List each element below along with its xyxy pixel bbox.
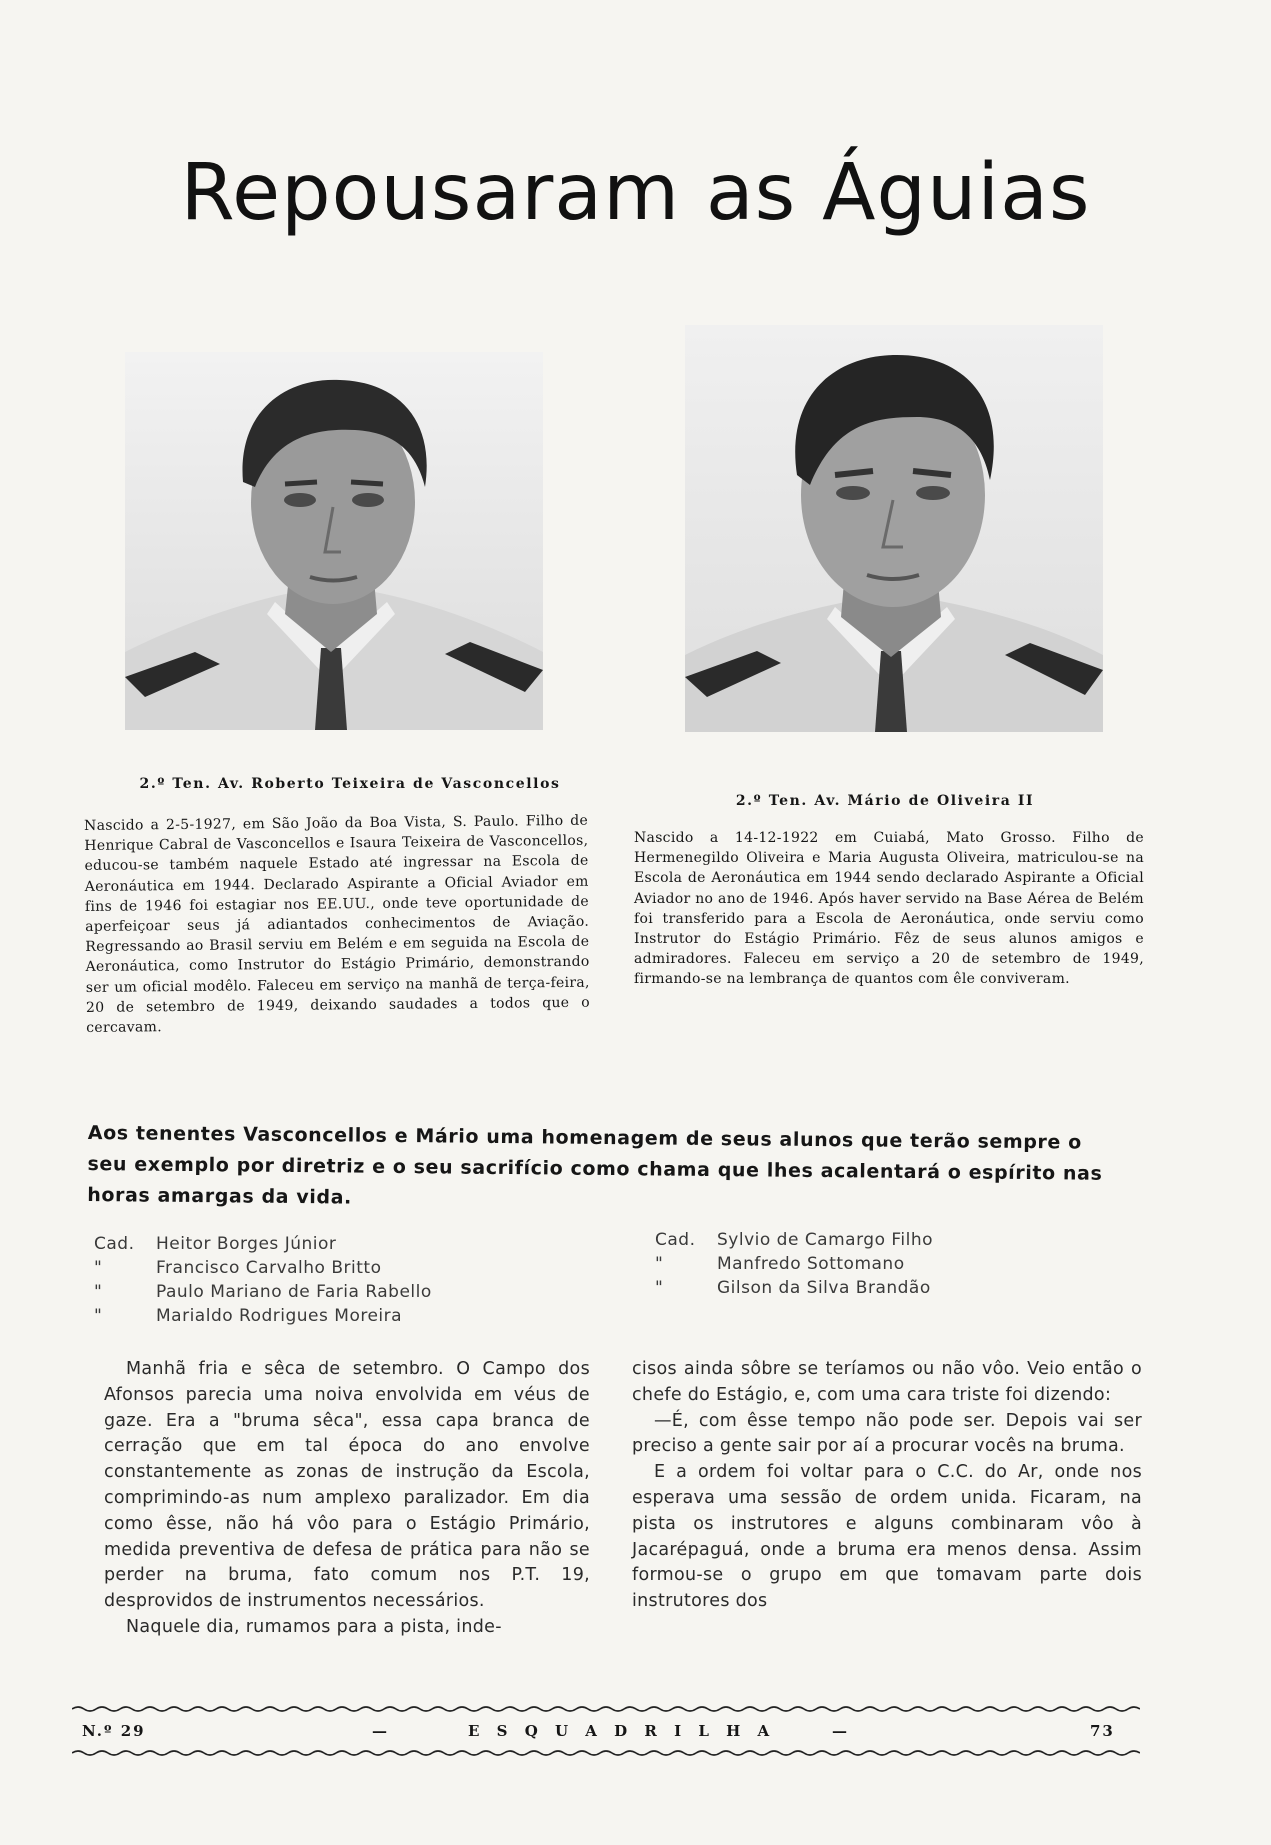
article-paragraph: Naquele dia, rumamos para a pista, inde- (126, 1616, 502, 1637)
portrait-photo-vasconcellos (125, 352, 543, 730)
cadet-row (94, 1256, 594, 1280)
page-title: Repousaram as Águias (180, 148, 1091, 238)
footer-dash-right: — (832, 1722, 849, 1740)
cadet-name: Paulo Mariano de Faria Rabello (156, 1282, 432, 1302)
cadet-prefix: " (94, 1306, 103, 1326)
cadet-row (94, 1304, 594, 1328)
cadet-row (655, 1252, 1135, 1276)
cadet-name: Gilson da Silva Brandão (717, 1278, 931, 1298)
cadet-prefix: " (94, 1282, 103, 1302)
cadet-name: Sylvio de Camargo Filho (717, 1230, 934, 1250)
cadet-prefix: " (655, 1278, 664, 1298)
footer-dash-left: — (372, 1722, 389, 1740)
article-paragraph: E a ordem foi voltar para o C.C. do Ar, onde nos esperava uma sessão de ordem unida. Ficaram, na pista os instrutores e alguns combinaram vôo à Jacarépaguá, onde a bruma era menos densa. Assim formou-se o grupo em que tomavam parte dois instrutores dos (632, 1462, 1142, 1612)
cadet-name: Heitor Borges Júnior (156, 1234, 337, 1254)
caption-vasconcellos: 2.º Ten. Av. Roberto Teixeira de Vasconcellos (139, 776, 561, 792)
article-paragraph: Manhã fria e sêca de setembro. O Campo dos Afonsos parecia uma noiva envolvida em véus de gaze. Era a "bruma sêca", essa capa branca de cerração que em tal época do ano envolve constantemente as zonas de instrução da Escola, comprimindo-as num amplexo paralizador. Em dia como êsse, não há vôo para o Estágio Primário, medida preventiva de defesa de prática para não se perder na bruma, fato comum nos P.T. 19, desprovidos de instrumentos necessários. (104, 1359, 590, 1612)
footer-wave-bottom (72, 1748, 1140, 1758)
cadet-name: Manfredo Sottomano (717, 1254, 905, 1274)
page-footer (72, 1704, 1140, 1764)
cadet-row (94, 1232, 594, 1256)
tribute-dedication: Aos tenentes Vasconcellos e Mário uma homenagem de seus alunos que terão sempre o seu exemplo por diretriz e o seu sacrifício como chama que lhes acalentará o espírito nas horas amargas da vida. (87, 1121, 1103, 1209)
cadet-signatures-left (94, 1232, 594, 1328)
bio-mario-oliveira: Nascido a 14-12-1922 em Cuiabá, Mato Grosso. Filho de Hermenegildo Oliveira e Maria Augusta Oliveira, matriculou-se na Escola de Aeronáutica em 1944 sendo declarado Aspirante a Oficial Aviador no ano de 1946. Após haver servido na Base Aérea de Belém foi transferido para a Escola de Aeronáutica, onde serviu como Instrutor do Estágio Primário. Fêz de seus alunos amigos e admiradores. Faleceu em serviço a 20 de setembro de 1949, firmando-se na lembrança de quantos com êle conviveram. (634, 830, 1144, 988)
cadet-signatures-right (655, 1228, 1135, 1300)
caption-mario-oliveira: 2.º Ten. Av. Mário de Oliveira II (735, 793, 1035, 809)
footer-wave-top (72, 1704, 1140, 1714)
magazine-name: E S Q U A D R I L H A (468, 1722, 776, 1740)
cadet-row (94, 1280, 594, 1304)
article-column-right (632, 1357, 1142, 1615)
page-number: 73 (1090, 1722, 1115, 1740)
bio-vasconcellos: Nascido a 2-5-1927, em São João da Boa Vista, S. Paulo. Filho de Henrique Cabral de Vasconcellos e Isaura Teixeira de Vasconcellos, educou-se também naquele Estado até ingressar na Escola de Aeronáutica em 1944. Declarado Aspirante a Oficial Aviador em fins de 1946 foi estagiar nos EE.UU., onde teve oportunidade de aperfeiçoar seus já adiantados conhecimentos de Aviação. Regressando ao Brasil serviu em Belém e em seguida na Escola de Aeronáutica, como Instrutor do Estágio Primário, demonstrando ser um oficial modêlo. Faleceu em serviço na manhã de terça-feira, 20 de setembro de 1949, deixando saudades a todos que o cercavam. (84, 812, 591, 1037)
cadet-row (655, 1276, 1135, 1300)
cadet-prefix: Cad. (655, 1230, 696, 1250)
issue-number: N.º 29 (82, 1722, 146, 1740)
cadet-prefix: " (94, 1258, 103, 1278)
portrait-photo-mario-oliveira (685, 325, 1103, 732)
article-paragraph: cisos ainda sôbre se teríamos ou não vôo. Veio então o chefe do Estágio, e, com uma cara triste foi dizendo: (632, 1359, 1142, 1405)
cadet-prefix: Cad. (94, 1234, 135, 1254)
article-column-left (104, 1357, 590, 1641)
cadet-prefix: " (655, 1254, 664, 1274)
cadet-name: Marialdo Rodrigues Moreira (156, 1306, 403, 1326)
cadet-row (655, 1228, 1135, 1252)
article-paragraph: —É, com êsse tempo não pode ser. Depois vai ser preciso a gente sair por aí a procurar vocês na bruma. (632, 1410, 1142, 1457)
cadet-name: Francisco Carvalho Britto (156, 1258, 382, 1278)
